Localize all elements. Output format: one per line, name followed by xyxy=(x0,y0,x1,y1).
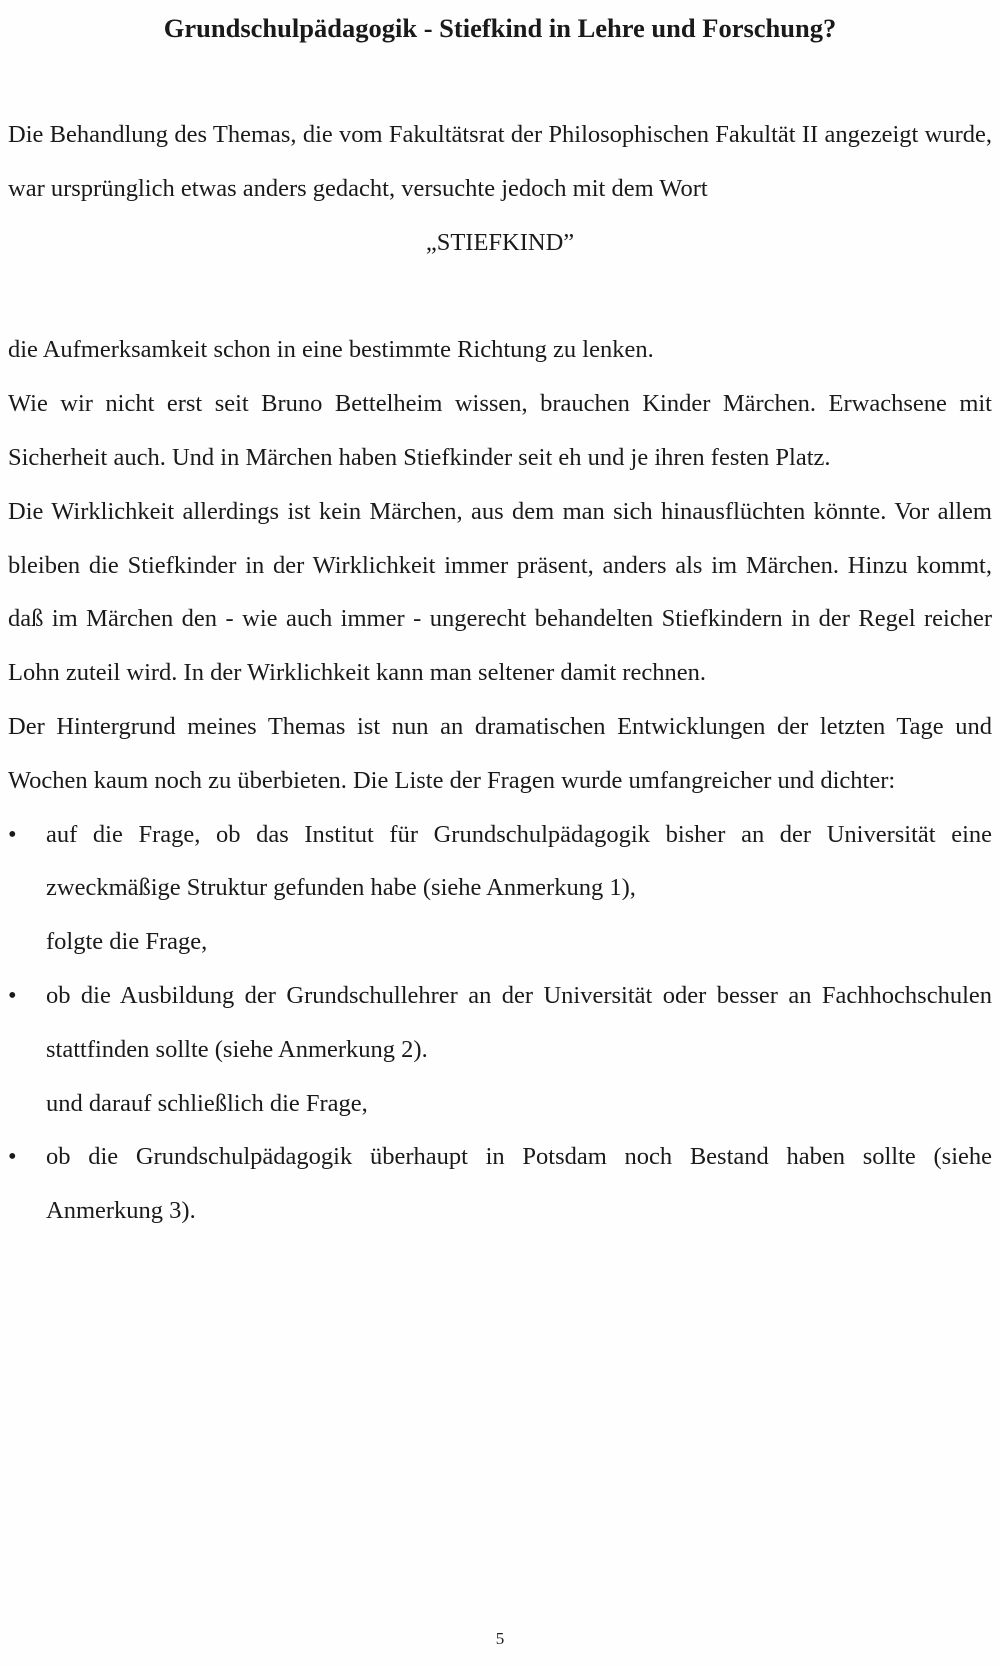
document-body xyxy=(8,108,992,1238)
bullet-icon: • xyxy=(8,1143,17,1171)
list-item-text: auf die Frage, ob das Institut für Grundschulpädagogik bisher an der Universität eine zweckmäßige Struktur gefunden habe (siehe Anmerkung 1), xyxy=(46,820,992,902)
list-item-continuation: folgte die Frage, xyxy=(46,928,208,956)
list-item-text: ob die Grundschulpädagogik überhaupt in Potsdam noch Bestand haben sollte (siehe Anmerkung 3). xyxy=(46,1143,992,1225)
question-list xyxy=(8,808,992,1238)
paragraph-bettelheim: Wie wir nicht erst seit Bruno Bettelheim wissen, brauchen Kinder Märchen. Erwachsene mit Sicherheit auch. Und in Märchen haben Stiefkinder seit eh und je ihren festen Platz. xyxy=(8,390,992,471)
bullet-icon: • xyxy=(8,981,17,1009)
paragraph-hintergrund: Der Hintergrund meines Themas ist nun an dramatischen Entwicklungen der letzten Tage und Wochen kaum noch zu überbieten. Die Liste der Fragen wurde umfangreicher und dichter: xyxy=(8,712,992,794)
list-item-continuation: und darauf schließlich die Frage, xyxy=(46,1089,368,1117)
list-item xyxy=(8,969,992,1077)
list-item-text: ob die Ausbildung der Grundschullehrer an der Universität oder besser an Fachhochschulen stattfinden sollte (siehe Anmerkung 2). xyxy=(46,981,992,1063)
paragraph-attention: die Aufmerksamkeit schon in eine bestimmte Richtung zu lenken. xyxy=(8,336,654,364)
list-item xyxy=(8,1130,992,1238)
keyword-stiefkind: „STIEFKIND” xyxy=(425,228,575,256)
paragraph-intro: Die Behandlung des Themas, die vom Fakultätsrat der Philosophischen Fakultät II angezeigt wurde, war ursprünglich etwas anders gedacht, versuchte jedoch mit dem Wort xyxy=(8,121,992,202)
page-title: Grundschulpädagogik - Stiefkind in Lehre und Forschung? xyxy=(163,13,837,43)
bullet-icon: • xyxy=(8,820,17,848)
page-number: 5 xyxy=(495,1629,505,1648)
paragraph-wirklichkeit: Die Wirklichkeit allerdings ist kein Märchen, aus dem man sich hinausflüchten könnte. Vor allem bleiben die Stiefkinder in der Wirklichkeit immer präsent, anders als im Märchen. Hinzu kommt, daß im Märchen den - wie auch immer - ungerecht behandelten Stiefkindern in der Regel reicher Lohn zuteil wird. In der Wirklichkeit kann man seltener damit rechnen. xyxy=(8,497,992,687)
list-item xyxy=(8,808,992,916)
